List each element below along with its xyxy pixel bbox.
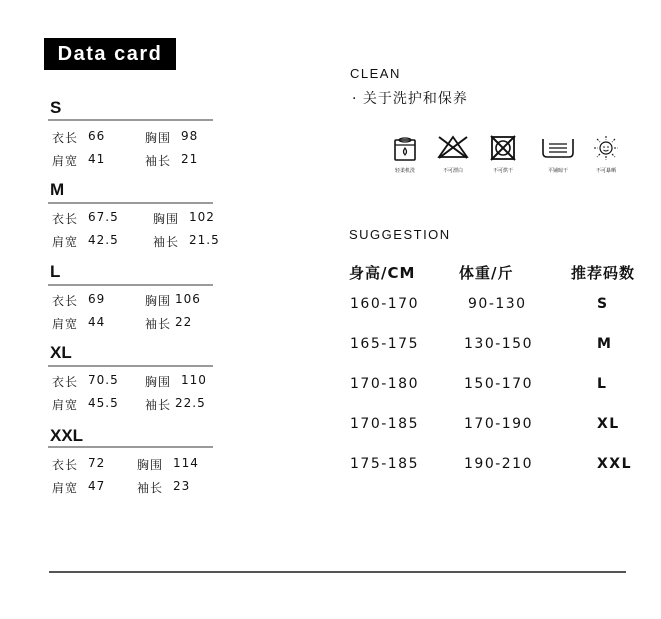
size-divider [48,202,213,204]
measure-label: 衣长 [52,375,79,389]
height-cell: 160-170 [350,296,419,312]
measure-label: 袖长 [145,398,172,412]
header-size: 推荐码数 [571,264,636,282]
weight-cell: 130-150 [464,336,533,352]
bottom-divider [49,571,626,573]
height-cell: 175-185 [350,456,419,472]
measure-value: 42.5 [88,233,119,247]
measure-value: 22.5 [175,396,206,410]
measure-value: 41 [88,152,106,166]
no-sun-icon [592,134,620,162]
measure-value: 23 [173,479,191,493]
size-divider [48,446,213,448]
measure-value: 47 [88,479,106,493]
measure-value: 44 [88,315,106,329]
measure-label: 胸围 [153,212,180,226]
weight-cell: 170-190 [464,416,533,432]
height-cell: 170-180 [350,376,419,392]
care-label: 不可漂白 [442,168,463,174]
measure-value: 67.5 [88,210,119,224]
care-label: 不可暴晒 [595,168,616,174]
measure-label: 袖长 [145,154,172,168]
size-heading-m: M [50,180,65,199]
size-cell: M [597,336,613,352]
weight-cell: 150-170 [464,376,533,392]
size-cell: S [597,296,609,312]
weight-cell: 90-130 [468,296,527,312]
size-heading-xxl: XXL [50,426,84,445]
measure-value: 72 [88,456,106,470]
size-cell: L [597,376,608,392]
care-label: 平铺晾干 [547,168,568,174]
header-height: 身高/CM [349,264,416,282]
data-card-title: Data card [44,38,176,70]
measure-value: 102 [189,210,215,224]
no-tumble-dry-icon [489,134,517,162]
measure-label: 胸围 [145,375,172,389]
clean-subtitle: · 关于洗护和保养 [352,91,468,107]
measure-value: 98 [181,129,199,143]
measure-value: 69 [88,292,106,306]
measure-label: 胸围 [145,131,172,145]
measure-value: 21 [181,152,199,166]
no-bleach-icon [436,134,470,160]
measure-value: 106 [175,292,201,306]
care-label: 轻柔机洗 [394,168,415,174]
measure-value: 110 [181,373,207,387]
measure-label: 袖长 [153,235,180,249]
weight-cell: 190-210 [464,456,533,472]
size-heading-l: L [50,262,61,281]
measure-label: 胸围 [137,458,164,472]
measure-value: 70.5 [88,373,119,387]
size-divider [48,365,213,367]
header-weight: 体重/斤 [459,264,514,282]
measure-label: 肩宽 [52,154,79,168]
dry-flat-icon [540,134,576,160]
hand-wash-icon [392,134,418,164]
measure-label: 袖长 [137,481,164,495]
height-cell: 170-185 [350,416,419,432]
measure-value: 22 [175,315,193,329]
care-label: 不可烘干 [492,168,513,174]
size-cell: XXL [597,456,633,472]
measure-label: 肩宽 [52,317,79,331]
measure-label: 肩宽 [52,481,79,495]
measure-label: 衣长 [52,458,79,472]
measure-label: 肩宽 [52,235,79,249]
measure-value: 114 [173,456,199,470]
measure-label: 胸围 [145,294,172,308]
size-divider [48,119,213,121]
height-cell: 165-175 [350,336,419,352]
measure-label: 衣长 [52,131,79,145]
measure-label: 肩宽 [52,398,79,412]
measure-label: 袖长 [145,317,172,331]
measure-value: 45.5 [88,396,119,410]
measure-label: 衣长 [52,212,79,226]
size-heading-s: S [50,98,62,117]
size-divider [48,284,213,286]
measure-value: 21.5 [189,233,220,247]
measure-value: 66 [88,129,106,143]
suggestion-heading: SUGGESTION [349,227,451,242]
size-cell: XL [597,416,620,432]
size-heading-xl: XL [50,343,72,362]
measure-label: 衣长 [52,294,79,308]
clean-heading: CLEAN [350,66,401,81]
